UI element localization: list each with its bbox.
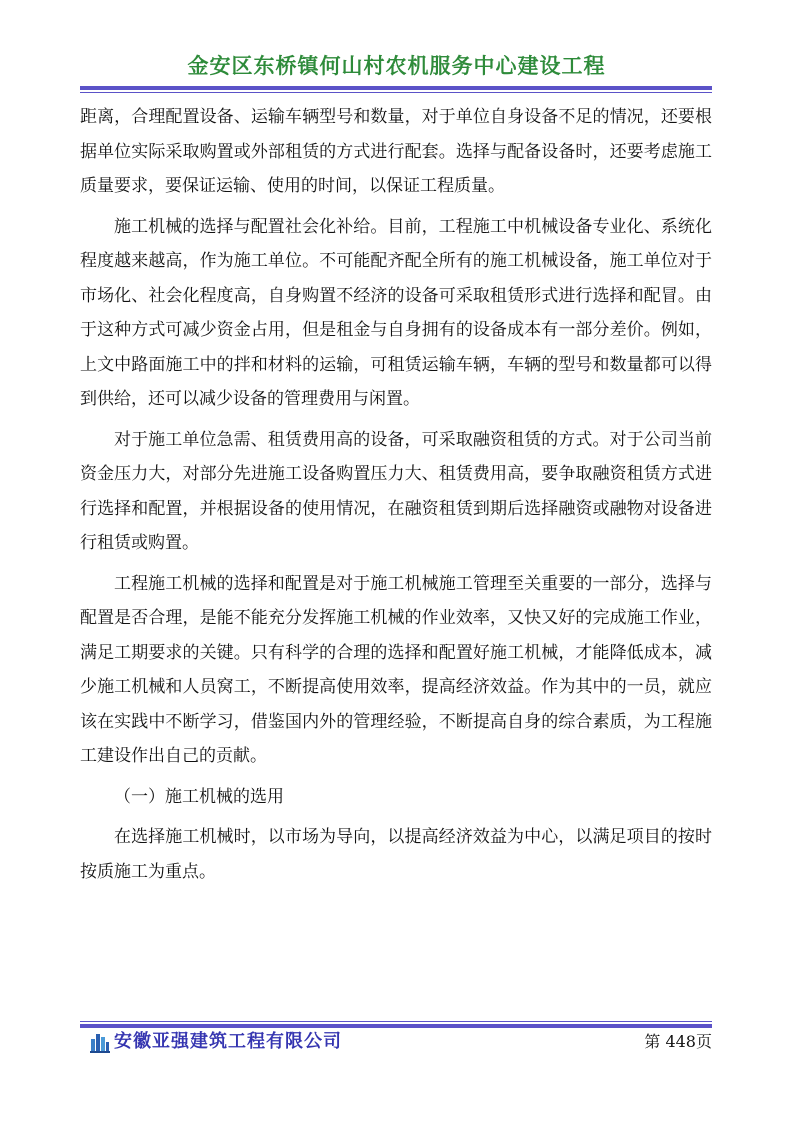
page-header-title: 金安区东桥镇何山村农机服务中心建设工程	[187, 54, 606, 78]
footer-rule-thick	[80, 1024, 712, 1028]
paragraph-2: 施工机械的选择与配置社会化补给。目前，工程施工中机械设备专业化、系统化程度越来越高，作为施工单位。不可能配齐配全所有的施工机械设备，施工单位对于市场化、社会化程度高，自身购置不经济的设备可采取租赁形式进行选择和配冒。由于这种方式可减少资金占用，但是租金与自身拥有的设备成本有一部分差价。例如，上文中路面施工中的拌和材料的运输，可租赁运输车辆，车辆的型号和数量都可以得到供给，还可以减少设备的管理费用与闲置。	[80, 216, 712, 409]
header-rule-thin	[80, 92, 712, 93]
company-name: 安徽亚强建筑工程有限公司	[114, 1031, 342, 1052]
footer-rule-thin	[80, 1021, 712, 1022]
building-logo-icon	[90, 1031, 110, 1053]
paragraph-5: 在选择施工机械时，以市场为导向，以提高经济效益为中心，以满足项目的按时按质施工为重点。	[80, 827, 712, 882]
paragraph-1: 距离，合理配置设备、运输车辆型号和数量，对于单位自身设备不足的情况，还要根据单位实际采取购置或外部租赁的方式进行配套。选择与配备设备时，还要考虑施工质量要求，要保证运输、使用的时间，以保证工程质量。	[80, 107, 712, 196]
page-footer	[80, 1029, 712, 1059]
page-number: 第 448页	[644, 1032, 712, 1051]
section-heading: （一）施工机械的选用	[114, 786, 284, 807]
body-text	[80, 100, 712, 895]
paragraph-4: 工程施工机械的选择和配置是对于施工机械施工管理至关重要的一部分，选择与配置是否合理，是能不能充分发挥施工机械的作业效率，又快又好的完成施工作业，满足工期要求的关键。只有科学的合理的选择和配置好施工机械，才能降低成本，减少施工机械和人员窝工，不断提高使用效率，提高经济效益。作为其中的一员，就应该在实践中不断学习，借鉴国内外的管理经验，不断提高自身的综合素质，为工程施工建设作出自己的贡献。	[80, 573, 712, 766]
header-rule-thick	[80, 86, 712, 90]
paragraph-3: 对于施工单位急需、租赁费用高的设备，可采取融资租赁的方式。对于公司当前资金压力大，对部分先进施工设备购置压力大、租赁费用高，要争取融资租赁方式进行选择和配置，并根据设备的使用情况，在融资租赁到期后选择融资或融物对设备进行租赁或购置。	[80, 429, 712, 553]
